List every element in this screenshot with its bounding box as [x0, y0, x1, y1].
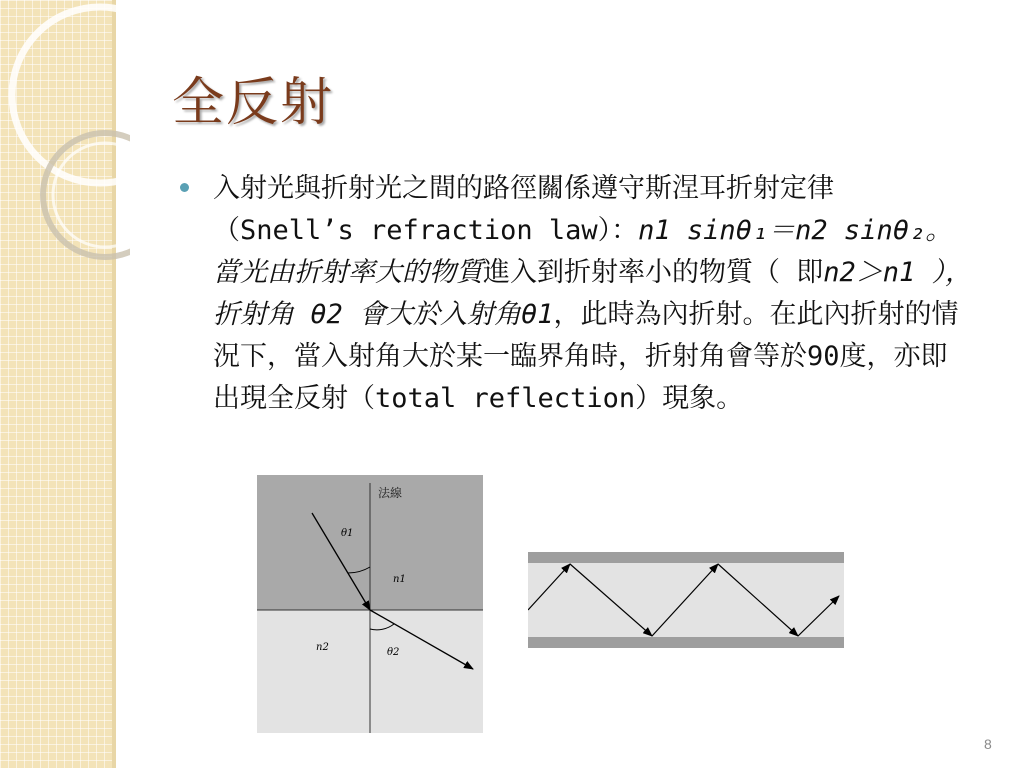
upper-cladding — [528, 552, 844, 563]
bullet-dot — [180, 183, 189, 192]
decorative-circles — [0, 0, 130, 320]
theta2-label: θ2 — [387, 647, 400, 658]
body-text-part-1: 入射光與折射光之間的路徑關係遵守斯涅耳折射定律（Snell’s refraction law）： — [213, 173, 834, 246]
body-text — [213, 168, 973, 420]
page-number: 8 — [984, 736, 992, 752]
slide-title: 全反射 — [172, 73, 335, 133]
n1-label: n1 — [393, 574, 406, 585]
normal-label: 法線 — [378, 486, 403, 500]
body-text-part-3: ，此時為內折射。在此內折射的情況下，當入射角大於某一臨界角時，折射角會等於90度，亦即出現全反射（total reflection）現象。 — [213, 299, 959, 414]
body-text-part-2: 進入到折射率小的物質（ 即 — [483, 257, 824, 288]
theta1-label: θ1 — [341, 528, 354, 539]
lower-cladding — [528, 637, 844, 648]
snell-formula: n1 sinθ₁＝n2 sinθ₂。當光由折射率大的物質 — [213, 215, 953, 288]
fiber-core — [528, 563, 844, 637]
refraction-diagram — [257, 475, 483, 733]
fiber-total-reflection-diagram — [528, 552, 844, 648]
n2-label: n2 — [316, 642, 329, 653]
condition-formula: n2＞n1 ），折射角 θ2 會大於入射角θ1 — [213, 257, 973, 330]
